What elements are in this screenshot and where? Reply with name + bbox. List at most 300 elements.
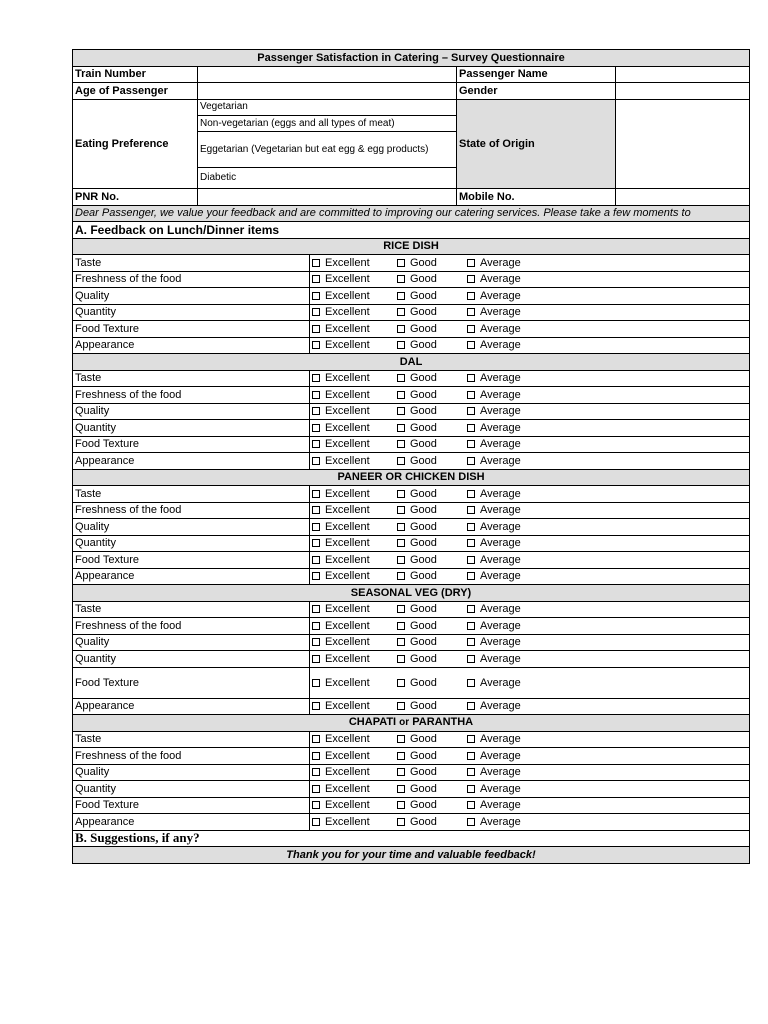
rating-row (73, 764, 750, 781)
checkbox-icon[interactable] (312, 818, 320, 826)
rating-option-label: Average (480, 815, 521, 828)
rating-option[interactable] (467, 815, 521, 829)
checkbox-icon[interactable] (397, 801, 405, 809)
rating-option-label: Good (410, 421, 437, 434)
rating-option[interactable] (312, 256, 397, 270)
rating-option[interactable] (397, 388, 467, 402)
rating-options (310, 337, 750, 354)
checkbox-icon[interactable] (397, 605, 405, 613)
rating-option[interactable] (397, 569, 467, 583)
checkbox-icon[interactable] (467, 523, 475, 531)
rating-row (73, 797, 750, 814)
rating-option[interactable] (467, 305, 521, 319)
checkbox-icon[interactable] (467, 638, 475, 646)
criterion-label: Freshness of the food (73, 748, 310, 765)
checkbox-icon[interactable] (467, 785, 475, 793)
checkbox-icon[interactable] (397, 341, 405, 349)
rating-option[interactable] (312, 602, 397, 616)
checkbox-icon[interactable] (467, 292, 475, 300)
rating-option[interactable] (312, 404, 397, 418)
rating-option-label: Excellent (325, 603, 370, 616)
checkbox-icon[interactable] (397, 768, 405, 776)
rating-row (73, 535, 750, 552)
rating-option-label: Average (480, 388, 521, 401)
checkbox-icon[interactable] (312, 457, 320, 465)
rating-options (310, 568, 750, 585)
checkbox-icon[interactable] (312, 801, 320, 809)
rating-option-label: Good (410, 537, 437, 550)
checkbox-icon[interactable] (397, 572, 405, 580)
rating-option[interactable] (467, 454, 521, 468)
rating-option[interactable] (467, 272, 521, 286)
checkbox-icon[interactable] (397, 391, 405, 399)
rating-options (310, 321, 750, 338)
rating-option[interactable] (312, 749, 397, 763)
checkbox-icon[interactable] (397, 679, 405, 687)
checkbox-icon[interactable] (467, 391, 475, 399)
rating-row (73, 814, 750, 831)
intro-text: Dear Passenger, we value your feedback and are committed to improving our catering services. Please take a few moments to (73, 205, 750, 222)
rating-option[interactable] (397, 421, 467, 435)
rating-option-label: Excellent (325, 405, 370, 418)
checkbox-icon[interactable] (312, 539, 320, 547)
checkbox-icon[interactable] (312, 325, 320, 333)
rating-row (73, 271, 750, 288)
rating-option[interactable] (467, 765, 521, 779)
rating-row (73, 370, 750, 387)
checkbox-icon[interactable] (397, 374, 405, 382)
rating-option[interactable] (312, 338, 397, 352)
rating-option-label: Excellent (325, 372, 370, 385)
rating-option-label: Excellent (325, 570, 370, 583)
rating-option[interactable] (397, 652, 467, 666)
pnr-field[interactable] (198, 189, 457, 206)
checkbox-icon[interactable] (467, 341, 475, 349)
gender-label: Gender (457, 83, 616, 100)
rating-option-label: Good (410, 603, 437, 616)
rating-option-label: Good (410, 289, 437, 302)
checkbox-icon[interactable] (312, 556, 320, 564)
rating-option[interactable] (467, 503, 521, 517)
checkbox-icon[interactable] (312, 638, 320, 646)
checkbox-icon[interactable] (312, 292, 320, 300)
rating-options (310, 601, 750, 618)
checkbox-icon[interactable] (467, 702, 475, 710)
rating-option-label: Excellent (325, 504, 370, 517)
eating-option-nonveg[interactable]: Non-vegetarian (eggs and all types of meat) (198, 116, 457, 132)
rating-options (310, 288, 750, 305)
checkbox-icon[interactable] (467, 407, 475, 415)
criterion-label: Quality (73, 764, 310, 781)
checkbox-icon[interactable] (312, 391, 320, 399)
rating-options (310, 420, 750, 437)
rating-option-label: Good (410, 749, 437, 762)
dish-heading: DAL (73, 354, 750, 371)
rating-option-label: Good (410, 438, 437, 451)
rating-option-label: Good (410, 256, 437, 269)
rating-option[interactable] (467, 602, 521, 616)
rating-row (73, 651, 750, 668)
rating-option-label: Excellent (325, 322, 370, 335)
checkbox-icon[interactable] (397, 556, 405, 564)
rating-option[interactable] (397, 437, 467, 451)
passenger-name-label: Passenger Name (457, 66, 616, 83)
rating-options (310, 781, 750, 798)
checkbox-icon[interactable] (467, 325, 475, 333)
criterion-label: Freshness of the food (73, 502, 310, 519)
rating-option[interactable] (467, 749, 521, 763)
rating-option-label: Average (480, 782, 521, 795)
rating-option[interactable] (312, 503, 397, 517)
rating-option-label: Excellent (325, 815, 370, 828)
checkbox-icon[interactable] (397, 818, 405, 826)
rating-option-label: Average (480, 289, 521, 302)
rating-option[interactable] (397, 536, 467, 550)
rating-option[interactable] (467, 322, 521, 336)
checkbox-icon[interactable] (467, 275, 475, 283)
checkbox-icon[interactable] (397, 735, 405, 743)
rating-option[interactable] (397, 765, 467, 779)
rating-option[interactable] (312, 305, 397, 319)
checkbox-icon[interactable] (397, 638, 405, 646)
rating-option[interactable] (312, 569, 397, 583)
rating-option[interactable] (312, 635, 397, 649)
rating-option[interactable] (312, 765, 397, 779)
rating-options (310, 698, 750, 715)
rating-option[interactable] (312, 782, 397, 796)
passenger-name-field[interactable] (616, 66, 750, 83)
rating-options (310, 552, 750, 569)
rating-option[interactable] (467, 798, 521, 812)
train-number-field[interactable] (198, 66, 457, 83)
rating-option-label: Good (410, 273, 437, 286)
rating-option-label: Excellent (325, 749, 370, 762)
criterion-label: Appearance (73, 698, 310, 715)
checkbox-icon[interactable] (467, 374, 475, 382)
checkbox-icon[interactable] (397, 622, 405, 630)
checkbox-icon[interactable] (397, 539, 405, 547)
rating-option-label: Good (410, 372, 437, 385)
rating-option-label: Excellent (325, 553, 370, 566)
rating-option[interactable] (397, 602, 467, 616)
rating-option-label: Excellent (325, 766, 370, 779)
checkbox-icon[interactable] (397, 259, 405, 267)
rating-option-label: Average (480, 339, 521, 352)
checkbox-icon[interactable] (312, 523, 320, 531)
checkbox-icon[interactable] (312, 785, 320, 793)
rating-options (310, 535, 750, 552)
checkbox-icon[interactable] (397, 702, 405, 710)
rating-option-label: Average (480, 749, 521, 762)
rating-option[interactable] (467, 553, 521, 567)
rating-option-label: Average (480, 619, 521, 632)
rating-option-label: Excellent (325, 306, 370, 319)
rating-option-label: Average (480, 438, 521, 451)
rating-option[interactable] (467, 635, 521, 649)
rating-option-label: Good (410, 636, 437, 649)
rating-option-label: Average (480, 405, 521, 418)
rating-row (73, 667, 750, 698)
rating-option[interactable] (397, 454, 467, 468)
checkbox-icon[interactable] (312, 490, 320, 498)
rating-option[interactable] (467, 732, 521, 746)
rating-option-label: Average (480, 520, 521, 533)
checkbox-icon[interactable] (467, 424, 475, 432)
rating-row (73, 781, 750, 798)
rating-option[interactable] (312, 289, 397, 303)
rating-option-label: Excellent (325, 619, 370, 632)
checkbox-icon[interactable] (312, 407, 320, 415)
rating-option[interactable] (312, 388, 397, 402)
checkbox-icon[interactable] (312, 622, 320, 630)
checkbox-icon[interactable] (397, 292, 405, 300)
rating-option[interactable] (397, 798, 467, 812)
rating-row (73, 552, 750, 569)
checkbox-icon[interactable] (467, 457, 475, 465)
checkbox-icon[interactable] (397, 275, 405, 283)
rating-options (310, 618, 750, 635)
rating-options (310, 797, 750, 814)
checkbox-icon[interactable] (312, 308, 320, 316)
rating-option[interactable] (467, 256, 521, 270)
rating-option[interactable] (397, 815, 467, 829)
checkbox-icon[interactable] (312, 572, 320, 580)
rating-option[interactable] (467, 536, 521, 550)
checkbox-icon[interactable] (397, 655, 405, 663)
rating-option-label: Good (410, 782, 437, 795)
checkbox-icon[interactable] (467, 622, 475, 630)
age-field[interactable] (198, 83, 457, 100)
checkbox-icon[interactable] (312, 752, 320, 760)
rating-option[interactable] (312, 553, 397, 567)
rating-option[interactable] (397, 553, 467, 567)
criterion-label: Freshness of the food (73, 271, 310, 288)
rating-option[interactable] (397, 503, 467, 517)
rating-option[interactable] (467, 652, 521, 666)
rating-option[interactable] (467, 782, 521, 796)
dish-heading-part: PARANTHA (409, 716, 474, 729)
rating-option-label: Excellent (325, 636, 370, 649)
rating-options (310, 634, 750, 651)
rating-option[interactable] (467, 437, 521, 451)
thanks-text: Thank you for your time and valuable feedback! (73, 847, 750, 864)
rating-option[interactable] (312, 699, 397, 713)
rating-option[interactable] (312, 520, 397, 534)
checkbox-icon[interactable] (397, 752, 405, 760)
mobile-field[interactable] (616, 189, 750, 206)
rating-option[interactable] (397, 635, 467, 649)
rating-option[interactable] (467, 676, 521, 690)
rating-options (310, 748, 750, 765)
checkbox-icon[interactable] (312, 440, 320, 448)
rating-option-label: Excellent (325, 799, 370, 812)
train-number-label: Train Number (73, 66, 198, 83)
rating-option[interactable] (397, 272, 467, 286)
rating-option[interactable] (467, 421, 521, 435)
rating-option[interactable] (397, 520, 467, 534)
checkbox-icon[interactable] (397, 407, 405, 415)
rating-option[interactable] (312, 437, 397, 451)
checkbox-icon[interactable] (397, 506, 405, 514)
checkbox-icon[interactable] (467, 735, 475, 743)
rating-option[interactable] (397, 782, 467, 796)
checkbox-icon[interactable] (467, 655, 475, 663)
checkbox-icon[interactable] (397, 523, 405, 531)
criterion-label: Taste (73, 486, 310, 503)
rating-option[interactable] (397, 404, 467, 418)
checkbox-icon[interactable] (397, 440, 405, 448)
checkbox-icon[interactable] (467, 679, 475, 687)
eating-option-vegetarian[interactable]: Vegetarian (198, 99, 457, 116)
rating-option[interactable] (312, 536, 397, 550)
checkbox-icon[interactable] (312, 702, 320, 710)
checkbox-icon[interactable] (467, 506, 475, 514)
rating-option[interactable] (397, 699, 467, 713)
rating-option[interactable] (467, 520, 521, 534)
rating-option[interactable] (397, 371, 467, 385)
rating-options (310, 651, 750, 668)
eating-option-diabetic[interactable]: Diabetic (198, 168, 457, 189)
rating-option[interactable] (312, 676, 397, 690)
rating-option[interactable] (397, 338, 467, 352)
rating-option[interactable] (467, 388, 521, 402)
checkbox-icon[interactable] (397, 785, 405, 793)
rating-option[interactable] (312, 454, 397, 468)
pnr-label: PNR No. (73, 189, 198, 206)
rating-option[interactable] (397, 732, 467, 746)
rating-option[interactable] (397, 256, 467, 270)
rating-row (73, 387, 750, 404)
criterion-label: Quantity (73, 304, 310, 321)
rating-option[interactable] (312, 421, 397, 435)
eating-option-eggetarian[interactable]: Eggetarian (Vegetarian but eat egg & egg products) (198, 132, 457, 168)
rating-option[interactable] (397, 749, 467, 763)
checkbox-icon[interactable] (312, 605, 320, 613)
checkbox-icon[interactable] (467, 440, 475, 448)
rating-option[interactable] (397, 305, 467, 319)
checkbox-icon[interactable] (312, 735, 320, 743)
rating-option-label: Good (410, 733, 437, 746)
rating-option[interactable] (312, 371, 397, 385)
rating-option[interactable] (467, 371, 521, 385)
checkbox-icon[interactable] (312, 275, 320, 283)
rating-option[interactable] (467, 699, 521, 713)
rating-option-label: Good (410, 306, 437, 319)
gender-field[interactable] (616, 83, 750, 100)
criterion-label: Taste (73, 370, 310, 387)
dish-heading (73, 715, 750, 732)
criterion-label: Quantity (73, 420, 310, 437)
rating-option[interactable] (467, 404, 521, 418)
rating-option[interactable] (397, 487, 467, 501)
checkbox-icon[interactable] (312, 655, 320, 663)
rating-option[interactable] (312, 272, 397, 286)
rating-option-label: Average (480, 733, 521, 746)
rating-option[interactable] (467, 619, 521, 633)
rating-option[interactable] (312, 815, 397, 829)
checkbox-icon[interactable] (467, 768, 475, 776)
rating-option-label: Good (410, 339, 437, 352)
rating-option[interactable] (467, 289, 521, 303)
checkbox-icon[interactable] (397, 325, 405, 333)
rating-option-label: Average (480, 256, 521, 269)
checkbox-icon[interactable] (467, 752, 475, 760)
criterion-label: Quantity (73, 651, 310, 668)
checkbox-icon[interactable] (312, 374, 320, 382)
rating-options (310, 731, 750, 748)
checkbox-icon[interactable] (312, 506, 320, 514)
checkbox-icon[interactable] (397, 490, 405, 498)
rating-option[interactable] (312, 619, 397, 633)
checkbox-icon[interactable] (312, 679, 320, 687)
criterion-label: Appearance (73, 453, 310, 470)
checkbox-icon[interactable] (312, 341, 320, 349)
rating-option[interactable] (312, 798, 397, 812)
checkbox-icon[interactable] (467, 605, 475, 613)
checkbox-icon[interactable] (312, 259, 320, 267)
checkbox-icon[interactable] (312, 768, 320, 776)
rating-row (73, 634, 750, 651)
rating-option[interactable] (397, 289, 467, 303)
rating-option[interactable] (312, 732, 397, 746)
rating-option[interactable] (397, 322, 467, 336)
rating-row (73, 698, 750, 715)
state-field[interactable] (616, 99, 750, 189)
checkbox-icon[interactable] (397, 457, 405, 465)
rating-option[interactable] (467, 569, 521, 583)
rating-option[interactable] (312, 652, 397, 666)
checkbox-icon[interactable] (397, 308, 405, 316)
criterion-label: Taste (73, 601, 310, 618)
checkbox-icon[interactable] (467, 539, 475, 547)
rating-row (73, 748, 750, 765)
criterion-label: Taste (73, 255, 310, 272)
rating-row (73, 453, 750, 470)
rating-option-label: Average (480, 676, 521, 689)
checkbox-icon[interactable] (397, 424, 405, 432)
rating-row (73, 568, 750, 585)
rating-option-label: Good (410, 619, 437, 632)
rating-option[interactable] (312, 322, 397, 336)
checkbox-icon[interactable] (312, 424, 320, 432)
dish-heading-part: CHAPATI (348, 716, 400, 729)
checkbox-icon[interactable] (467, 490, 475, 498)
checkbox-icon[interactable] (467, 801, 475, 809)
rating-option[interactable] (312, 487, 397, 501)
criterion-label: Quality (73, 519, 310, 536)
rating-option[interactable] (467, 487, 521, 501)
criterion-label: Food Texture (73, 667, 310, 698)
rating-row (73, 403, 750, 420)
rating-option[interactable] (397, 676, 467, 690)
rating-option-label: Good (410, 676, 437, 689)
rating-option-label: Good (410, 553, 437, 566)
rating-option[interactable] (397, 619, 467, 633)
rating-option-label: Excellent (325, 273, 370, 286)
checkbox-icon[interactable] (467, 572, 475, 580)
rating-row (73, 601, 750, 618)
rating-option-label: Average (480, 570, 521, 583)
checkbox-icon[interactable] (467, 308, 475, 316)
rating-row (73, 321, 750, 338)
rating-option-label: Excellent (325, 520, 370, 533)
checkbox-icon[interactable] (467, 259, 475, 267)
rating-option[interactable] (467, 338, 521, 352)
checkbox-icon[interactable] (467, 818, 475, 826)
checkbox-icon[interactable] (467, 556, 475, 564)
rating-row (73, 436, 750, 453)
rating-options (310, 255, 750, 272)
